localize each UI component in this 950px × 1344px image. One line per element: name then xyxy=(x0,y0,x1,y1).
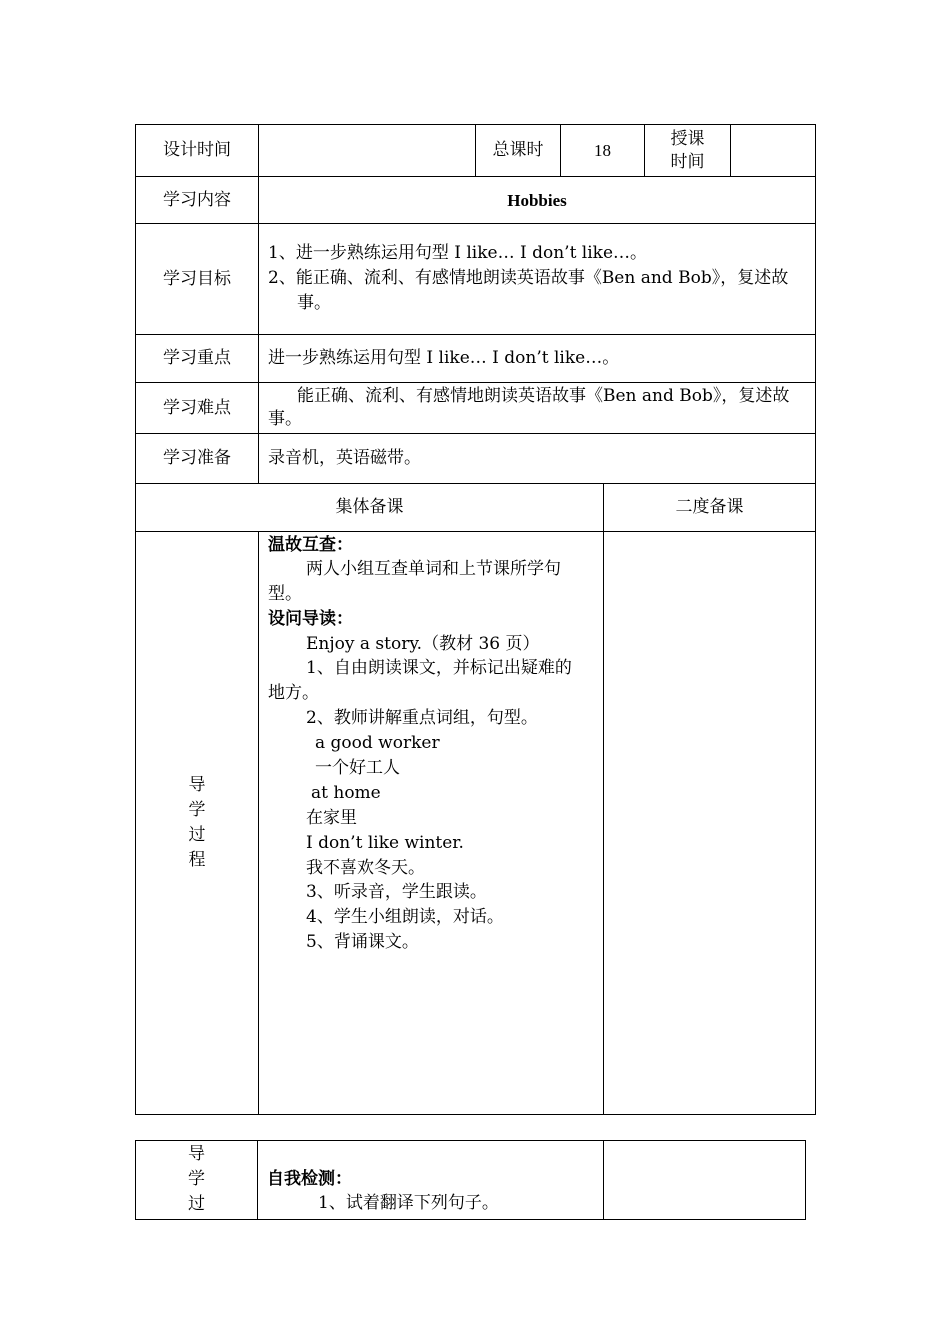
focus-label-cell xyxy=(135,334,259,383)
process2-label-char-3: 过 xyxy=(188,1194,205,1214)
self-check-title: 自我检测： xyxy=(267,1169,352,1189)
second-prep-header xyxy=(603,483,816,532)
process-label-char-2: 学 xyxy=(188,800,206,820)
teach-time-label-1: 授课 xyxy=(670,128,705,149)
design-time-label: 设计时间 xyxy=(163,140,231,160)
content-label-cell xyxy=(135,176,259,224)
focus-text: 进一步熟练运用句型 I like… I don’t like…。 xyxy=(268,348,620,368)
prep-label: 学习准备 xyxy=(163,448,231,468)
total-hours-value-cell xyxy=(560,124,645,177)
prep-value-cell xyxy=(258,433,816,484)
total-hours-label: 总课时 xyxy=(492,140,544,160)
total-hours-value: 18 xyxy=(594,141,611,160)
step-3: 3、听录音，学生跟读。 xyxy=(306,882,487,902)
goal-line-3: 事。 xyxy=(297,293,331,313)
process-content-cell xyxy=(258,531,604,1115)
difficulty-line-2: 事。 xyxy=(268,409,302,429)
step-1-line-2: 地方。 xyxy=(268,683,319,703)
process2-label-char-2: 学 xyxy=(188,1169,205,1189)
goals-value-cell xyxy=(258,223,816,335)
process-label-char-3: 过 xyxy=(188,825,206,845)
difficulty-label: 学习难点 xyxy=(163,397,231,418)
review-line-2: 型。 xyxy=(268,584,302,604)
prep-label-cell xyxy=(135,433,259,484)
process2-label-cell xyxy=(135,1140,258,1220)
phrase-1-en: a good worker xyxy=(315,733,440,753)
goals-label-cell xyxy=(135,223,259,335)
step-5: 5、背诵课文。 xyxy=(306,932,419,952)
step-2: 2、教师讲解重点词组，句型。 xyxy=(306,708,538,728)
goal-line-1: 1、进一步熟练运用句型 I like… I don’t like…。 xyxy=(268,243,648,263)
collective-prep-label: 集体备课 xyxy=(335,497,404,517)
guide-title: 设问导读： xyxy=(268,609,353,629)
content-label: 学习内容 xyxy=(163,189,231,210)
difficulty-label-cell xyxy=(135,382,259,434)
sentence-cn: 我不喜欢冬天。 xyxy=(306,858,425,878)
process-label-char-1: 导 xyxy=(188,775,206,795)
goals-label: 学习目标 xyxy=(163,268,231,289)
process2-label-char-1: 导 xyxy=(188,1144,205,1164)
difficulty-line-1: 能正确、流利、有感情地朗读英语故事《Ben and Bob》，复述故 xyxy=(297,386,790,406)
step-4: 4、学生小组朗读，对话。 xyxy=(306,907,504,927)
review-title: 温故互查： xyxy=(268,535,353,555)
phrase-2-cn: 在家里 xyxy=(306,808,357,828)
step-1-line-1: 1、自由朗读课文，并标记出疑难的 xyxy=(306,658,572,678)
phrase-2-en: at home xyxy=(311,783,381,803)
process-label-char-4: 程 xyxy=(188,850,206,870)
phrase-1-cn: 一个好工人 xyxy=(315,758,400,778)
sentence-en: I don’t like winter. xyxy=(306,833,464,853)
collective-prep-header xyxy=(135,483,604,532)
second-prep-content-cell xyxy=(603,531,816,1115)
total-hours-label-cell xyxy=(475,124,561,177)
focus-value-cell xyxy=(258,334,816,383)
self-check-line-1: 1、试着翻译下列句子。 xyxy=(318,1193,499,1213)
goal-line-2: 2、能正确、流利、有感情地朗读英语故事《Ben and Bob》，复述故 xyxy=(268,268,789,288)
content-value-cell xyxy=(258,176,816,224)
second-prep-label: 二度备课 xyxy=(675,497,744,517)
design-time-label-cell xyxy=(135,124,259,177)
process2-second-cell xyxy=(603,1140,806,1220)
teach-time-label-cell xyxy=(644,124,731,177)
design-time-value-cell xyxy=(258,124,476,177)
focus-label: 学习重点 xyxy=(163,348,231,368)
teach-time-value-cell xyxy=(730,124,816,177)
teach-time-label-2: 时间 xyxy=(670,151,705,172)
process2-content-cell xyxy=(257,1140,604,1220)
prep-text: 录音机，英语磁带。 xyxy=(268,448,421,468)
review-line-1: 两人小组互查单词和上节课所学句 xyxy=(306,559,561,579)
content-title: Hobbies xyxy=(507,190,567,210)
story-line: Enjoy a story.（教材 36 页） xyxy=(306,634,540,654)
process-label-cell xyxy=(135,531,259,1115)
difficulty-value-cell xyxy=(258,382,816,434)
